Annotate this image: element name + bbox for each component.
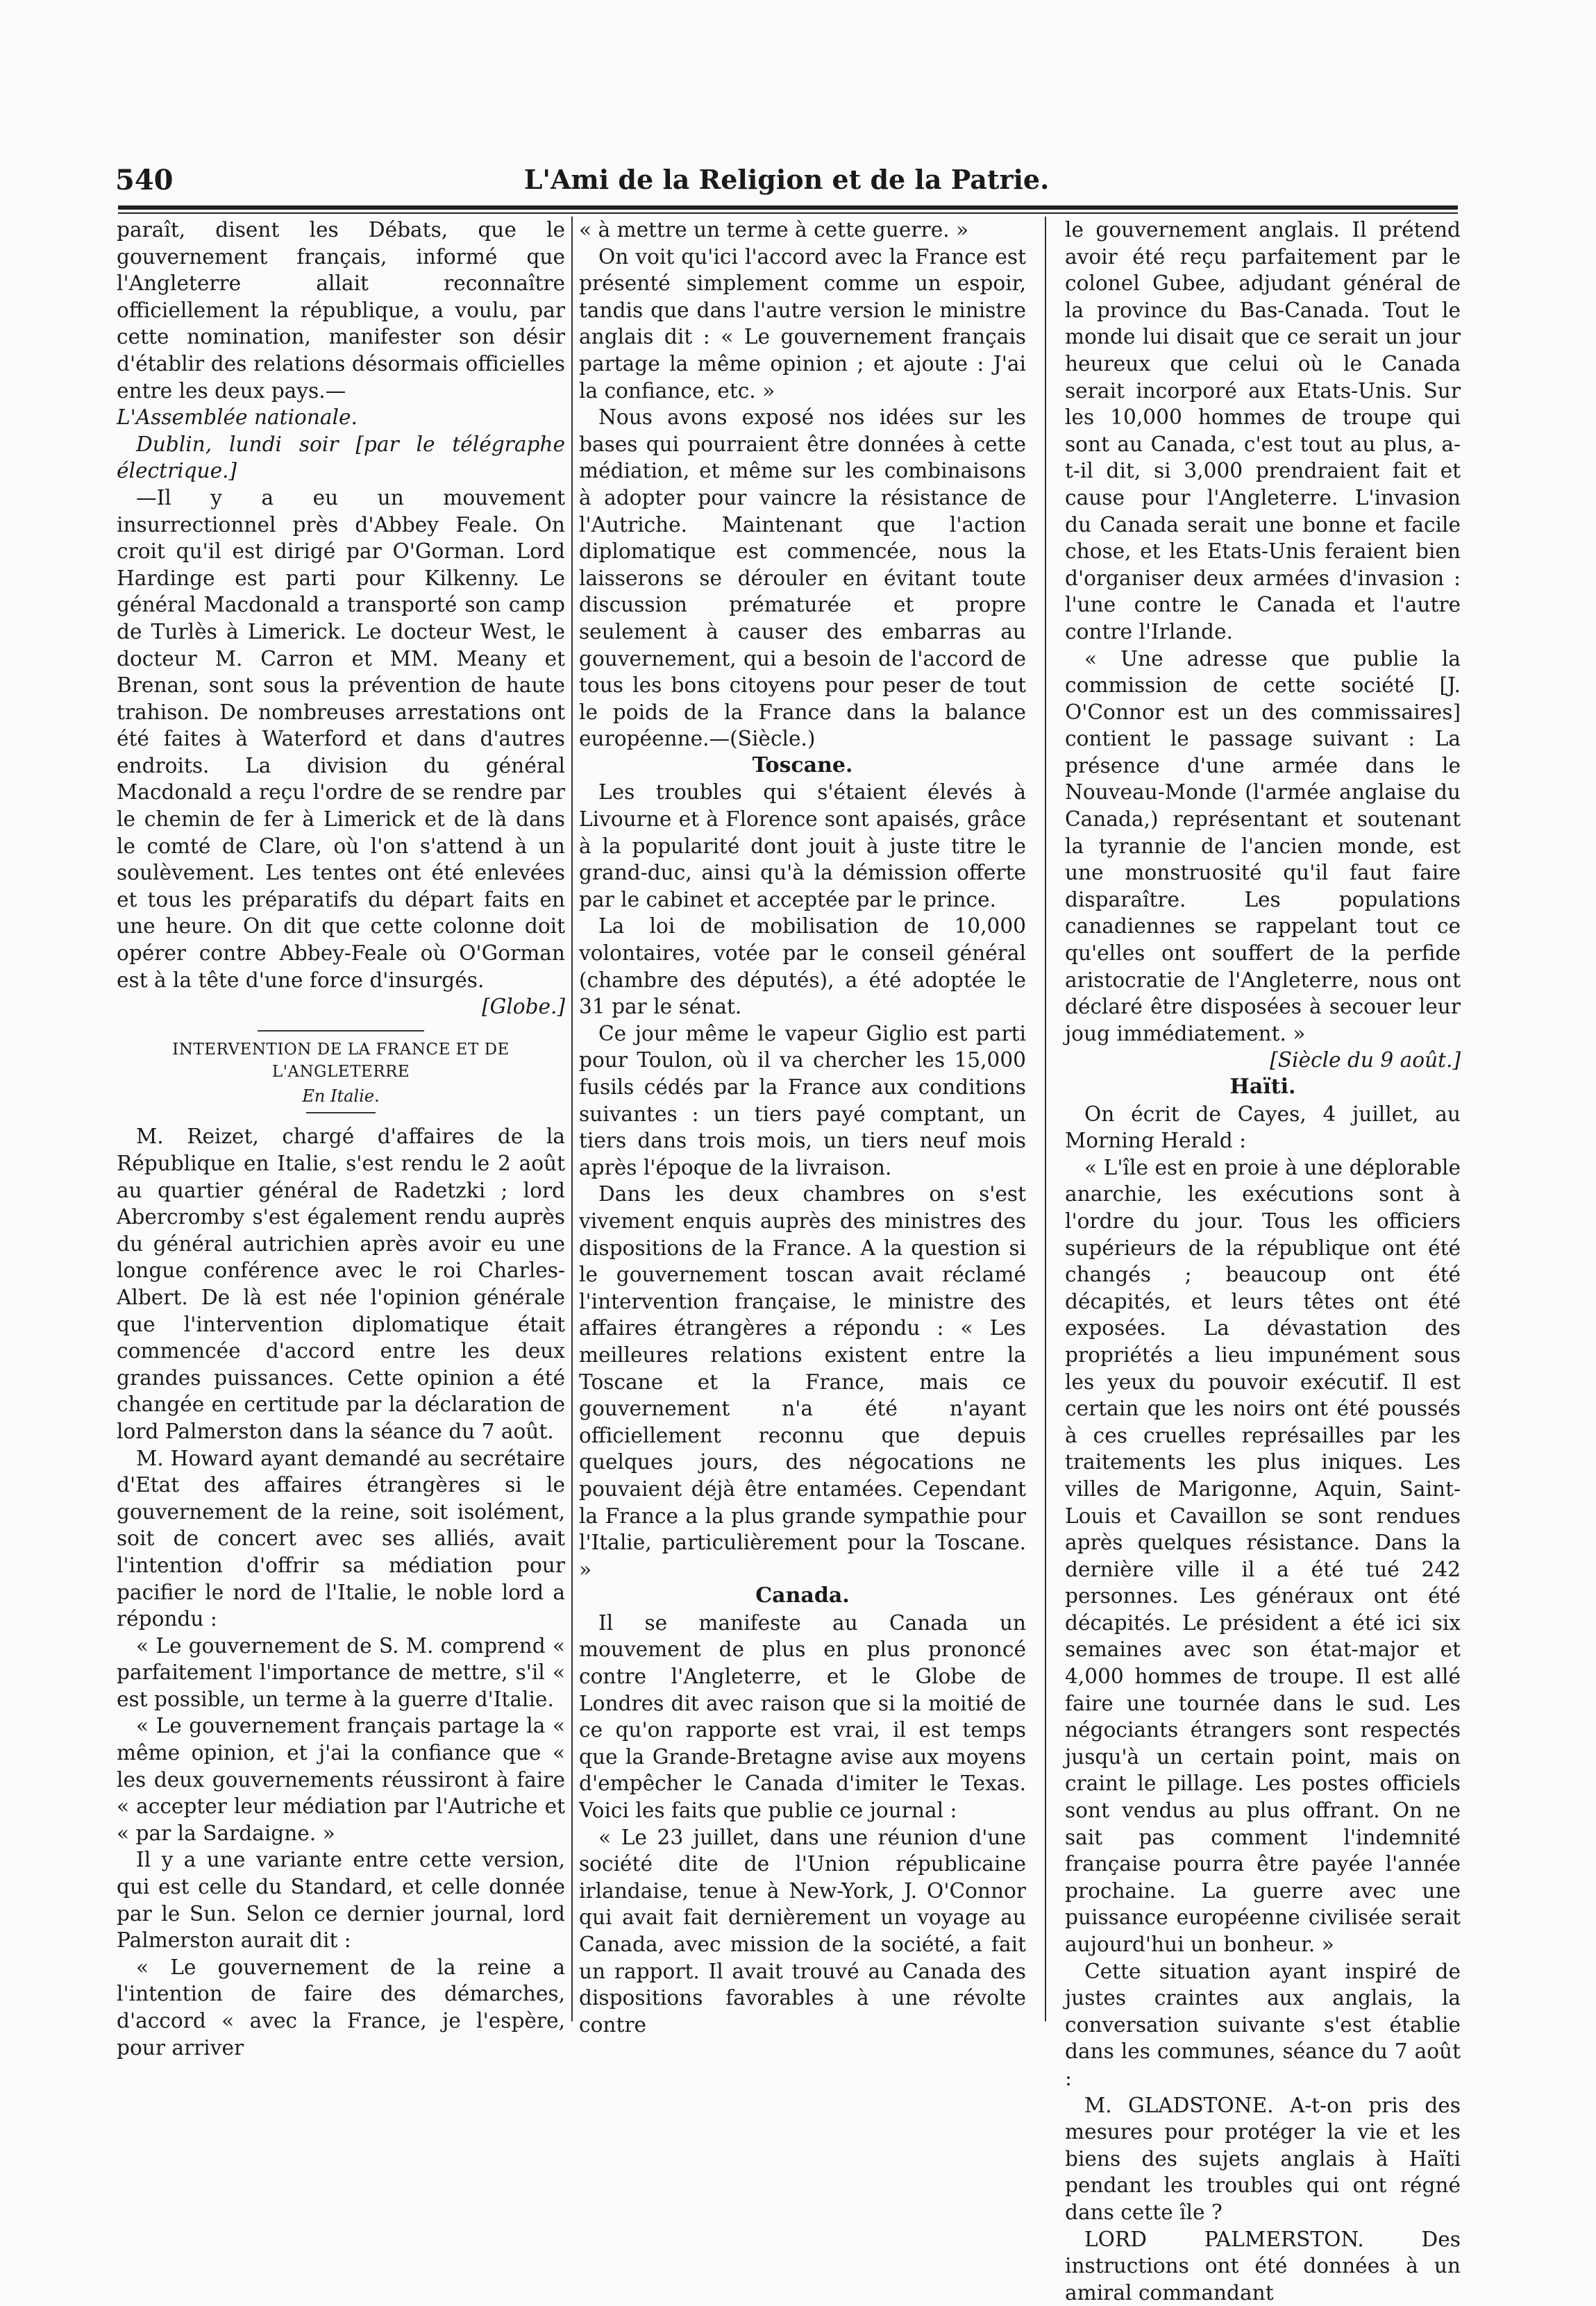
section-subtitle: En Italie. xyxy=(302,1086,380,1106)
page-number: 540 xyxy=(115,164,174,196)
paragraph: LORD PALMERSTON. Des instructions ont été données à un amiral commandant xyxy=(1065,2227,1461,2305)
column-divider xyxy=(571,217,573,2021)
paragraph: Nous avons exposé nos idées sur les bases qui pourraient être données à cette médiation, et même sur les combinaisons à adopter pour vaincre la résistance de l'Autriche. Maintenant que l'action diplomatique est commencée, nous la laisserons se dérouler en évitant toute discussion prématurée et propre seulement à causer des embarras au gouvernement, qui a besoin de l'accord de tous les bons citoyens pour peser de tout le poids de la France dans la balance européenne.—(Siècle.) xyxy=(579,405,1026,751)
paragraph: Il se manifeste au Canada un mouvement de plus en plus prononcé contre l'Angleterre, et le Globe de Londres dit avec raison que si la moitié de ce qu'on rapporte est vrai, il est temps que la Grande-Bretagne avise aux moyens d'empêcher le Canada d'imiter le Texas. Voici les faits que publie ce journal : xyxy=(579,1610,1026,1823)
column-2 xyxy=(579,217,1026,2038)
paragraph: La loi de mobilisation de 10,000 volontaires, votée par le conseil général (chambre des députés), a été adoptée le 31 par le sénat. xyxy=(579,914,1026,1019)
section-heading-canada: Canada. xyxy=(755,1583,850,1608)
quotation: « Une adresse que publie la commission de cette société [J. O'Connor est un des commissaires] contient le passage suivant : La présence d'une armée dans le Nouveau-Monde (l'armée anglaise du Canada,) représentant et soutenant la tyrannie de l'ancien monde, est une monstruosité qu'il faut faire disparaître. Les populations canadiennes se rappelant tout ce qu'elles ont souffert de la perfide aristocratie de l'Angleterre, nous ont déclaré être disposées à secouer leur joug immédiatement. » xyxy=(1065,646,1461,1045)
source-attribution: L'Assemblée nationale. xyxy=(117,405,358,430)
paragraph: M. Reizet, chargé d'affaires de la République en Italie, s'est rendu le 2 août au quartier général de Radetzki ; lord Abercromby s'est également rendu auprès du général autrichien après avoir eu une longue conférence avec le roi Charles-Albert. De là est née l'opinion générale que l'intervention diplomatique était commencée d'accord entre les deux grandes puissances. Cette opinion a été changée en certitude par la déclaration de lord Palmerston dans la séance du 7 août. xyxy=(117,1125,565,1443)
section-heading-haiti: Haïti. xyxy=(1229,1075,1296,1099)
paragraph: Il y a une variante entre cette version, qui est celle du Standard, et celle donnée par le Sun. Selon ce dernier journal, lord Palmerston aurait dit : xyxy=(117,1848,565,1953)
column-divider xyxy=(1045,217,1046,2021)
page-header xyxy=(115,164,1458,203)
paragraph: M. GLADSTONE. A-t-on pris des mesures pour protéger la vie et les biens des sujets anglais à Haïti pendant les troubles qui ont régné dans cette île ? xyxy=(1065,2093,1461,2224)
column-1 xyxy=(117,217,565,2061)
paragraph: M. Howard ayant demandé au secrétaire d'Etat des affaires étrangères si le gouvernement de la reine, soit isolément, soit de concert avec ses alliés, avait l'intention d'offrir sa médiation pour pacifier le nord de l'Italie, le noble lord a répondu : xyxy=(117,1446,565,1631)
header-rule-thin xyxy=(118,212,1458,214)
column-3 xyxy=(1065,217,1461,2306)
quotation: « à mettre un terme à cette guerre. » xyxy=(579,218,969,242)
section-heading-toscane: Toscane. xyxy=(752,752,853,777)
dateline: Dublin, lundi soir [par le télégraphe électrique.] xyxy=(117,432,565,483)
section-title: INTERVENTION DE LA FRANCE ET DE L'ANGLETERRE xyxy=(172,1040,510,1081)
paragraph: —Il y a eu un mouvement insurrectionnel près d'Abbey Feale. On croit qu'il est dirigé par O'Gorman. Lord Hardinge est parti pour Kilkenny. Le général Macdonald a transporté son camp de Turlès à Limerick. Le docteur West, le docteur M. Carron et MM. Meany et Brenan, sont sous la prévention de haute trahison. De nombreuses arrestations ont été faites à Waterford et dans d'autres endroits. La division du général Macdonald a reçu l'ordre de se rendre par le chemin de fer à Limerick et de là dans le comté de Clare, où l'on s'attend à un soulèvement. Les tentes ont été enlevées et tous les préparatifs du départ faits en une heure. On dit que cette colonne doit opérer contre Abbey-Feale où O'Gorman est à la tête d'une force d'insurgés. xyxy=(117,485,565,992)
header-rule xyxy=(118,205,1458,210)
paragraph: On écrit de Cayes, 4 juillet, au Morning Herald : xyxy=(1065,1102,1461,1153)
journal-title: L'Ami de la Religion et de la Patrie. xyxy=(523,164,1050,195)
paragraph: Dans les deux chambres on s'est vivement enquis auprès des ministres des dispositions de la France. A la question si le gouvernement toscan avait réclamé l'intervention française, le ministre des affaires étrangères a répondu : « Les meilleures relations existent entre la Toscane et la France, mais ce gouvernement n'a été n'ayant officiellement reconnu que depuis quelques jours, des négocations ne pouvaient déjà être entamées. Cependant la France a la plus grande sympathie pour l'Italie, particulièrement pour la Toscane. » xyxy=(579,1182,1026,1581)
section-rule xyxy=(258,1030,424,1032)
section-rule xyxy=(306,1112,376,1113)
quotation: « L'île est en proie à une déplorable anarchie, les exécutions sont à l'ordre du jour. Tous les officiers supérieurs de la république ont été changés ; beaucoup ont été décapités, et leurs têtes ont été exposées. La dévastation des propriétés a lieu impunément sous les yeux du pouvoir exécutif. Il est certain que les noirs ont été poussés à ces cruelles représailles par les traitements les plus iniques. Les villes de Marigonne, Aquin, Saint-Louis et Cavaillon se sont rendues après quelques résistance. Dans la dernière ville il a été tué 242 personnes. Les généraux ont été décapités. Le président a été ici six semaines avec son état-major et 4,000 hommes de troupe. Il est allé faire une tournée dans le sud. Les négociants étrangers sont respectés jusqu'à un certain point, mais on craint le pillage. Les postes officiels sont vendus au plus offrant. On ne sait pas comment l'indemnité française pourra être payée l'année prochaine. La guerre avec une puissance européenne civilisée serait aujourd'hui un bonheur. » xyxy=(1065,1155,1461,1956)
quotation: « Le gouvernement français partage la « même opinion, et j'ai la confiance que « les deux gouvernements réussiront à faire « accepter leur médiation par l'Autriche et « par la Sardaigne. » xyxy=(117,1714,565,1845)
paragraph: Les troubles qui s'étaient élevés à Livourne et à Florence sont apaisés, grâce à la popularité dont jouit à juste titre le grand-duc, ainsi qu'à la démission offerte par le cabinet et acceptée par le prince. xyxy=(579,780,1026,911)
source-attribution: [Siècle du 9 août.] xyxy=(1270,1048,1461,1072)
paragraph: paraît, disent les Débats, que le gouvernement français, informé que l'Angleterre allait reconnaître officiellement la république, a voulu, par cette nomination, manifester son désir d'établir des relations désormais officielles entre les deux pays.— xyxy=(117,218,565,403)
source-attribution: [Globe.] xyxy=(482,995,565,1019)
paragraph: Cette situation ayant inspiré de justes craintes aux anglais, la conversation suivante s'est établie dans les communes, séance du 7 août : xyxy=(1065,1959,1461,2090)
paragraph: le gouvernement anglais. Il prétend avoir été reçu parfaitement par le colonel Gubee, adjudant général de la province du Bas-Canada. Tout le monde lui disait que ce serait un jour heureux que celui où le Canada serait incorporé aux Etats-Unis. Sur les 10,000 hommes de troupe qui sont au Canada, c'est tout au plus, a-t-il dit, si 3,000 prendraient fait et cause pour l'Angleterre. L'invasion du Canada serait une bonne et facile chose, et les Etats-Unis feraient bien d'organiser deux armées d'invasion : l'une contre le Canada et l'autre contre l'Irlande. xyxy=(1065,218,1461,643)
paragraph: On voit qu'ici l'accord avec la France est présenté simplement comme un espoir, tandis que dans l'autre version le ministre anglais dit : « Le gouvernement français partage la même opinion ; et ajoute : J'ai la confiance, etc. » xyxy=(579,244,1026,403)
quotation: « Le 23 juillet, dans une réunion d'une société dite de l'Union républicaine irlandaise, tenue à New-York, J. O'Connor qui avait fait dernièrement un voyage au Canada, avec mission de la société, a fait un rapport. Il avait trouvé au Canada des dispositions favorables à une révolte contre xyxy=(579,1825,1026,2037)
quotation: « Le gouvernement de S. M. comprend « parfaitement l'importance de mettre, s'il « est possible, un terme à la guerre d'Italie. xyxy=(117,1633,565,1711)
quotation: « Le gouvernement de la reine a l'intention de faire des démarches, d'accord « avec la France, je l'espère, pour arriver xyxy=(117,1955,565,2060)
paragraph: Ce jour même le vapeur Giglio est parti pour Toulon, où il va chercher les 15,000 fusils cédés par la France aux conditions suivantes : un tiers payé comptant, un tiers dans trois mois, un tiers neuf mois après l'époque de la livraison. xyxy=(579,1021,1026,1179)
